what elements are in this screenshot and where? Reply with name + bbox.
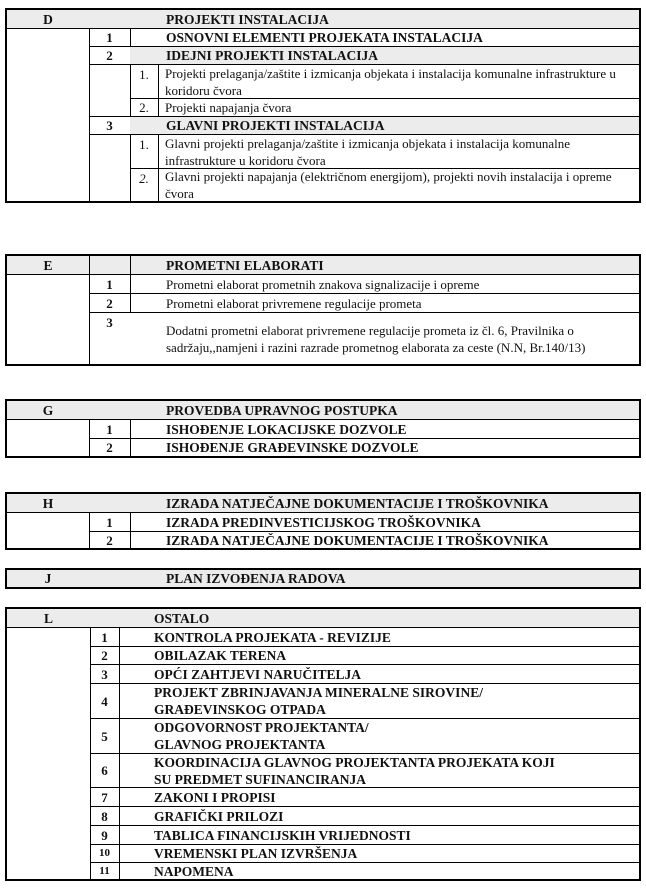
item-number: 4 <box>101 693 108 709</box>
sub-item-number: 2. <box>130 169 159 201</box>
section-d-table <box>5 8 641 203</box>
sub-item-number: 1. <box>130 135 159 168</box>
section-e-table <box>5 254 641 366</box>
item-label: OBILAZAK TERENA <box>154 648 287 663</box>
sub-item <box>130 65 639 99</box>
item-label: GRAFIČKI PRILOZI <box>154 808 284 824</box>
item-label: PROJEKT ZBRINJAVANJA MINERALNE SIROVINE/ GRAĐEVINSKOG OTPADA <box>154 685 483 717</box>
item-number: 3 <box>106 315 113 330</box>
sub-item-number: 1. <box>130 65 159 98</box>
sub-item <box>130 135 639 169</box>
list-item <box>90 845 639 863</box>
item-number: 10 <box>99 847 110 859</box>
item-label: OSNOVNI ELEMENTI PROJEKATA INSTALACIJA <box>166 30 483 45</box>
section-title: OSTALO <box>154 610 210 626</box>
item-number: 2 <box>106 295 113 311</box>
list-item <box>89 439 639 456</box>
item-number: 3 <box>106 118 113 133</box>
sub-item-number: 2. <box>130 99 159 116</box>
section-header <box>7 494 639 513</box>
list-item <box>90 628 639 647</box>
sub-item-label: Glavni projekti prelaganja/zaštite i izmicanja objekata i instalacija komunalne infrastrukture u koridoru čvora <box>165 135 571 168</box>
item-label: Prometni elaborat privremene regulacije prometa <box>166 295 422 311</box>
item-label: KONTROLA PROJEKATA - REVIZIJE <box>154 629 391 645</box>
section-header <box>7 10 639 29</box>
item-label: ISHOĐENJE LOKACIJSKE DOZVOLE <box>166 421 407 437</box>
section-title: IZRADA NATJEČAJNE DOKUMENTACIJE I TROŠKOVNIKA <box>166 495 549 511</box>
item-number: 3 <box>101 666 108 682</box>
list-item <box>89 294 639 313</box>
section-header <box>7 401 639 420</box>
item-label: NAPOMENA <box>154 863 234 879</box>
sub-item <box>130 169 639 201</box>
section-header <box>7 570 639 587</box>
item-number: 1 <box>106 421 113 437</box>
item-label: OPĆI ZAHTJEVI NARUČITELJA <box>154 666 362 682</box>
item-number: 1 <box>101 629 108 645</box>
section-letter: E <box>43 257 53 273</box>
item-label: ODGOVORNOST PROJEKTANTA/ GLAVNOG PROJEKTANTA <box>154 720 369 752</box>
list-item <box>89 29 639 47</box>
item-label: ISHOĐENJE GRAĐEVINSKE DOZVOLE <box>166 440 419 455</box>
sub-item <box>130 99 639 117</box>
item-number: 2 <box>106 440 113 455</box>
item-number: 8 <box>101 808 108 824</box>
item-number: 1 <box>106 514 113 530</box>
item-number: 5 <box>101 728 108 744</box>
item-label: TABLICA FINANCIJSKIH VRIJEDNOSTI <box>154 827 411 843</box>
section-letter: L <box>43 610 53 626</box>
item-label: ZAKONI I PROPISI <box>154 789 276 805</box>
list-item <box>89 420 639 439</box>
section-title: PROJEKTI INSTALACIJA <box>166 11 329 27</box>
section-g-table <box>5 399 641 458</box>
item-number: 2 <box>106 532 113 548</box>
item-label: IDEJNI PROJEKTI INSTALACIJA <box>166 48 379 63</box>
list-item <box>90 665 639 684</box>
sub-item-label: Glavni projekti napajanja (električnom energijom), projekti novih instalacija i opreme čvora <box>165 169 612 201</box>
section-header <box>7 256 639 275</box>
list-item <box>90 684 639 719</box>
item-label: VREMENSKI PLAN IZVRŠENJA <box>154 846 358 861</box>
section-letter: G <box>42 402 54 418</box>
list-item <box>90 826 639 845</box>
list-item <box>90 647 639 665</box>
list-item <box>89 117 639 135</box>
item-number: 2 <box>101 648 108 663</box>
item-number: 6 <box>101 763 108 778</box>
list-item <box>90 807 639 826</box>
list-item <box>90 719 639 754</box>
item-number: 7 <box>101 789 108 805</box>
section-l-table <box>5 607 641 881</box>
item-number: 11 <box>99 864 110 877</box>
section-letter: J <box>44 571 52 586</box>
section-header <box>7 609 639 628</box>
item-label: Prometni elaborat prometnih znakova signalizacije i opreme <box>166 276 480 292</box>
item-number: 1 <box>106 30 113 45</box>
list-item <box>89 513 639 532</box>
list-item <box>90 863 639 879</box>
section-j-table <box>5 568 641 589</box>
item-label: IZRADA PREDINVESTICIJSKOG TROŠKOVNIKA <box>166 514 481 530</box>
list-item <box>89 532 639 548</box>
item-number: 1 <box>106 276 113 292</box>
section-h-table <box>5 492 641 550</box>
sub-item-label: Projekti napajanja čvora <box>165 100 292 115</box>
list-item <box>90 754 639 788</box>
list-item <box>89 313 639 364</box>
section-title: PROVEDBA UPRAVNOG POSTUPKA <box>166 402 398 418</box>
item-label: IZRADA NATJEČAJNE DOKUMENTACIJE I TROŠKOVNIKA <box>166 532 549 548</box>
section-letter: H <box>42 495 54 511</box>
item-label: GLAVNI PROJEKTI INSTALACIJA <box>166 118 385 133</box>
list-item <box>89 275 639 294</box>
section-title: PLAN IZVOĐENJA RADOVA <box>166 571 346 586</box>
section-title: PROMETNI ELABORATI <box>166 257 324 273</box>
item-label: Dodatni prometni elaborat privremene regulacije prometa iz čl. 6, Pravilnika o sadržaju,,namjeni i razini razrade prometnog elaborata za ceste (N.N, Br.140/13) <box>166 322 586 355</box>
section-letter: D <box>43 11 53 27</box>
sub-item-label: Projekti prelaganja/zaštite i izmicanja objekata i instalacija komunalne infrastrukture u koridoru čvora <box>165 65 616 98</box>
item-number: 9 <box>101 827 108 843</box>
item-label: KOORDINACIJA GLAVNOG PROJEKTANTA PROJEKATA KOJI SU PREDMET SUFINANCIRANJA <box>154 754 555 787</box>
list-item <box>89 47 639 65</box>
list-item <box>90 788 639 807</box>
item-number: 2 <box>106 48 113 63</box>
